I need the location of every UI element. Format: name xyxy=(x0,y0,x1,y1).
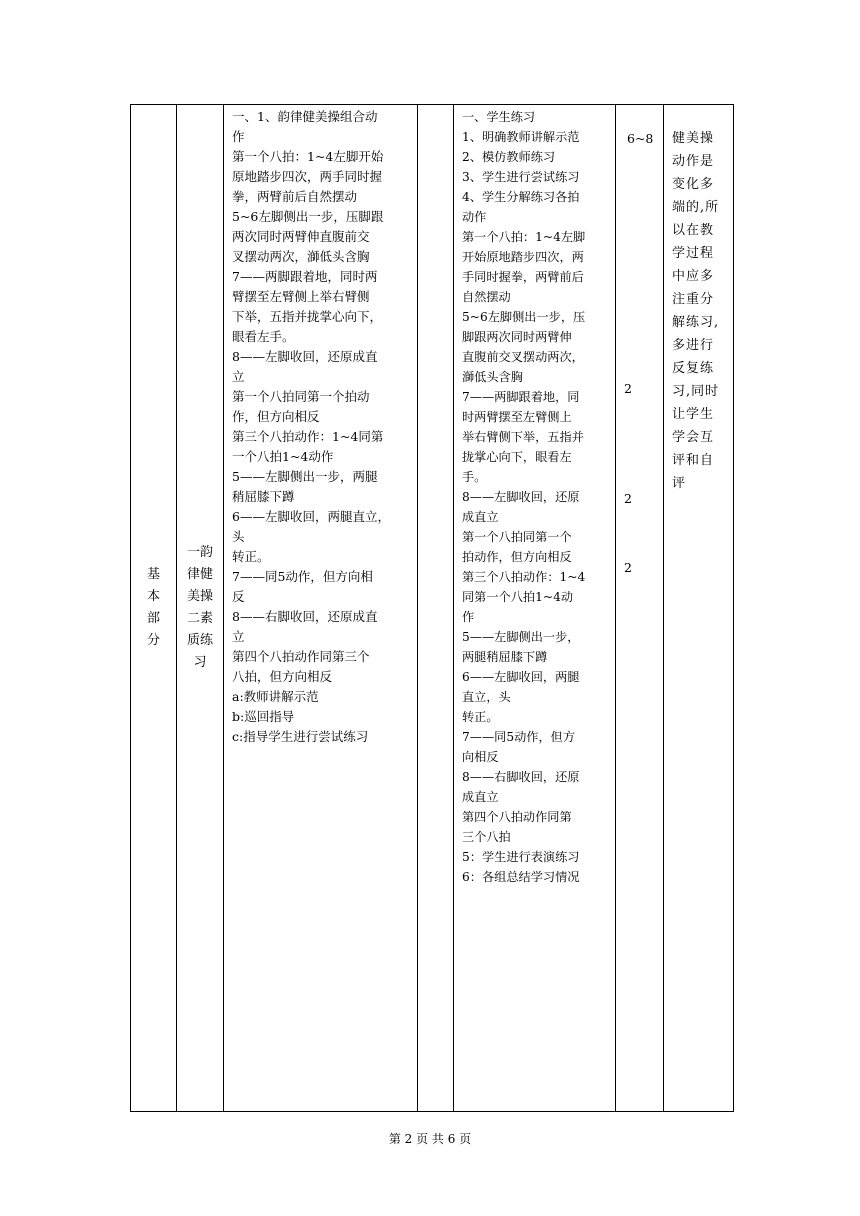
text-line: 转正。 xyxy=(232,549,270,564)
text-line: 时两臂摆至左臂侧上 xyxy=(462,410,572,424)
text-line: 成直立 xyxy=(462,790,499,804)
text-line: 动作 xyxy=(462,210,487,224)
text-line: 5~6左脚侧出一步，压脚跟 xyxy=(232,209,384,224)
text-line: 以在教 xyxy=(672,223,715,238)
text-line: 6——左脚收回，两腿 xyxy=(462,670,580,684)
part-cell xyxy=(131,105,177,1112)
text-line: 臂摆至左臂侧上举右臂侧 xyxy=(232,289,370,304)
topic-cell xyxy=(177,105,224,1112)
student-activity-cell xyxy=(454,105,616,1112)
text-line: 一、学生练习 xyxy=(462,110,536,124)
text-line: 两腿稍屈膝下蹲 xyxy=(462,650,548,664)
text-line: 8——左脚收回，还原成直 xyxy=(232,349,378,364)
part-label: 基本部分 xyxy=(146,567,160,648)
text-line: 让学生 xyxy=(672,407,715,422)
text-line: 5——左脚侧出一步， xyxy=(462,630,580,644)
text-line: 解练习, xyxy=(672,315,720,330)
text-line: 第一个八拍同第一个拍动 xyxy=(232,389,370,404)
text-line: 6——左脚收回，两腿直立， xyxy=(232,509,390,524)
text-line: c:指导学生进行尝试练习 xyxy=(232,729,369,744)
empty-cell xyxy=(418,105,454,1112)
text-line: 叉摆动两次，溮低头含胸 xyxy=(232,249,370,264)
text-line: 2、模仿教师练习 xyxy=(462,150,556,164)
text-line: 5——左脚侧出一步，两腿 xyxy=(232,469,378,484)
text-line: 第一个八拍：1~4左脚开始 xyxy=(232,149,384,164)
text-line: 举右臂侧下举，五指并 xyxy=(462,430,584,444)
text-line: 1、明确教师讲解示范 xyxy=(462,130,580,144)
text-line: 手同时握拳，两臂前后 xyxy=(462,270,584,284)
text-line: 第三个八拍动作：1~4同第 xyxy=(232,429,384,444)
text-line: 第一个八拍：1~4左脚 xyxy=(462,230,586,244)
text-line: 习,同时 xyxy=(672,384,720,399)
text-line: 5：学生进行表演练习 xyxy=(462,850,580,864)
text-line: 溮低头含胸 xyxy=(462,370,523,384)
text-line: 两次同时两臂伸直腹前交 xyxy=(232,229,370,244)
time-column xyxy=(616,105,663,1111)
text-line: 下举，五指并拢掌心向下， xyxy=(232,309,383,324)
text-line: 开始原地踏步四次，两 xyxy=(462,250,584,264)
text-line: 立 xyxy=(232,629,245,644)
text-line: 7——两脚跟着地，同时两 xyxy=(232,269,378,284)
text-line: 一个八拍1~4动作 xyxy=(232,449,334,464)
text-line: 4、学生分解练习各拍 xyxy=(462,190,580,204)
text-line: 反复练 xyxy=(672,361,715,376)
text-line: 三个八拍 xyxy=(462,830,511,844)
text-line: 反 xyxy=(232,589,245,604)
text-line: 成直立 xyxy=(462,510,499,524)
text-line: 头 xyxy=(232,529,245,544)
teaching-note-text xyxy=(664,105,733,495)
text-line: a:教师讲解示范 xyxy=(232,689,319,704)
text-line: 7——同5动作，但方 xyxy=(462,730,576,744)
text-line: 拳，两臂前后自然摆动 xyxy=(232,189,358,204)
text-line: 直立，头 xyxy=(462,690,511,704)
text-line: 8——左脚收回，还原 xyxy=(462,490,580,504)
text-line: 作 xyxy=(232,129,245,144)
text-line: 拢掌心向下，眼看左 xyxy=(462,450,572,464)
text-line: 稍屈膝下蹲 xyxy=(232,489,295,504)
teacher-activity-text xyxy=(224,105,417,747)
text-line: 动作是 xyxy=(672,154,715,169)
text-line: 变化多 xyxy=(672,177,715,192)
text-line: b:巡回指导 xyxy=(232,709,295,724)
text-line: 第一个八拍同第一个 xyxy=(462,530,572,544)
note-cell xyxy=(664,105,734,1112)
text-line: 自然摆动 xyxy=(462,290,511,304)
topic-label: 一韵律健美操二素质练习 xyxy=(186,545,213,670)
text-line: 评和自 xyxy=(672,453,715,468)
text-line: 拍动作，但方向相反 xyxy=(462,550,572,564)
text-line: 作 xyxy=(462,610,475,624)
text-line: 8——右脚收回，还原成直 xyxy=(232,609,378,624)
time-value: 6~8 xyxy=(627,131,654,146)
text-line: 作，但方向相反 xyxy=(232,409,320,424)
text-line: 转正。 xyxy=(462,710,499,724)
text-line: 端的,所 xyxy=(672,200,720,215)
text-line: 向相反 xyxy=(462,750,499,764)
text-line: 7——两脚跟着地，同 xyxy=(462,390,580,404)
text-line: 7——同5动作，但方向相 xyxy=(232,569,373,584)
text-line: 注重分 xyxy=(672,292,715,307)
text-line: 直腹前交叉摆动两次， xyxy=(462,350,584,364)
text-line: 一、1、韵律健美操组合动 xyxy=(232,109,378,124)
text-line: 第四个八拍动作同第 xyxy=(462,810,572,824)
text-line: 6：各组总结学习情况 xyxy=(462,870,580,884)
text-line: 八拍，但方向相反 xyxy=(232,669,333,684)
lesson-plan-table xyxy=(130,104,734,1112)
teacher-activity-cell xyxy=(224,105,418,1112)
student-activity-text xyxy=(454,105,615,887)
text-line: 立 xyxy=(232,369,245,384)
text-line: 评 xyxy=(672,476,687,491)
text-line: 脚跟两次同时两臂伸 xyxy=(462,330,572,344)
table-row xyxy=(131,105,734,1112)
time-value: 2 xyxy=(624,381,632,396)
text-line: 中应多 xyxy=(672,269,715,284)
text-line: 手。 xyxy=(462,470,487,484)
text-line: 多进行 xyxy=(672,338,715,353)
text-line: 原地踏步四次，两手同时握 xyxy=(232,169,383,184)
text-line: 学会互 xyxy=(672,430,715,445)
time-cell xyxy=(616,105,664,1112)
text-line: 学过程 xyxy=(672,246,715,261)
text-line: 健美操 xyxy=(672,131,715,146)
text-line: 眼看左手。 xyxy=(232,329,295,344)
time-value: 2 xyxy=(624,491,632,506)
text-line: 5~6左脚侧出一步，压 xyxy=(462,310,586,324)
page-footer: 第 2 页 共 6 页 xyxy=(388,1132,472,1146)
text-line: 第四个八拍动作同第三个 xyxy=(232,649,370,664)
text-line: 8——右脚收回，还原 xyxy=(462,770,580,784)
text-line: 第三个八拍动作：1~4 xyxy=(462,570,586,584)
text-line: 同第一个八拍1~4动 xyxy=(462,590,574,604)
time-value: 2 xyxy=(624,560,632,575)
text-line: 3、学生进行尝试练习 xyxy=(462,170,580,184)
